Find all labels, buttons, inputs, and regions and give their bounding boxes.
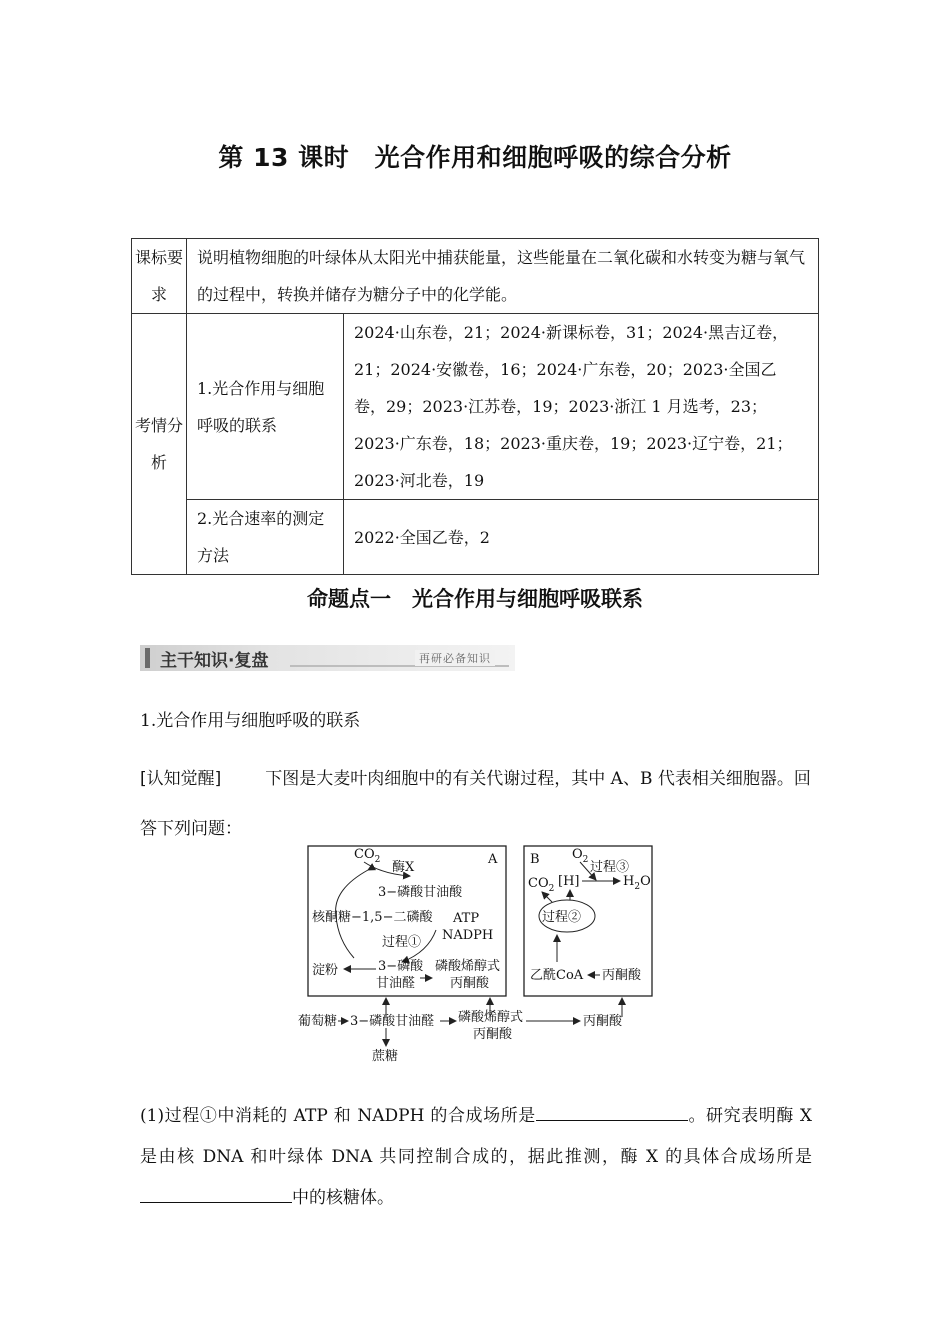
analysis-topic-1: 1.光合作用与细胞呼吸的联系 (187, 314, 344, 500)
label-b: B (530, 852, 540, 867)
g3p-a1: 3−磷酸 (378, 959, 424, 974)
banner-bar (145, 648, 150, 668)
requirement-text: 说明植物细胞的叶绿体从太阳光中捕获能量，这些能量在二氧化碳和水转变为糖与氧气的过程中，转换并储存为糖分子中的化学能。 (187, 239, 819, 314)
question-intro (140, 754, 812, 854)
rubp: 核酮糖−1,5−二磷酸 (312, 910, 433, 925)
glucose: 葡萄糖 (298, 1014, 338, 1029)
requirement-header: 课标要求 (132, 239, 187, 314)
question-tag: [认知觉醒] (140, 769, 222, 789)
page-title: 第 13 课时 光合作用和细胞呼吸的综合分析 (218, 143, 732, 172)
question-1 (140, 1096, 812, 1219)
analysis-topic-2: 2.光合速率的测定方法 (187, 500, 344, 575)
pyruvate-b: 丙酮酸 (602, 968, 642, 983)
process3: 过程③ (590, 860, 630, 875)
pep-a2: 丙酮酸 (450, 976, 490, 991)
pep-a1: 磷酸烯醇式 (435, 959, 501, 974)
pep-b2: 丙酮酸 (473, 1027, 513, 1042)
pep-b1: 磷酸烯醇式 (458, 1010, 524, 1025)
banner-subtitle: 再研必备知识 (415, 650, 495, 666)
q1-part3: 中的核糖体。 (292, 1188, 394, 1208)
section-title: 命题点一 光合作用与细胞呼吸联系 (307, 587, 643, 611)
g3p-a2: 甘油醛 (376, 976, 416, 991)
process1: 过程① (382, 935, 422, 950)
co2-b: $CO_2$ (528, 876, 555, 894)
pga: 3−磷酸甘油酸 (378, 885, 463, 900)
answer-blank-1[interactable] (536, 1102, 688, 1121)
analysis-header: 考情分析 (132, 314, 187, 575)
question-text: 下图是大麦叶肉细胞中的有关代谢过程，其中 A、B 代表相关细胞器。回答下列问题： (140, 769, 811, 839)
co2-a: $CO_2$ (354, 847, 381, 865)
atp-label: ATP (453, 911, 480, 926)
analysis-refs-1: 2024·山东卷，21；2024·新课标卷，31；2024·黑吉辽卷，21；2024·安徽卷，16；2024·广东卷，20；2023·全国乙卷，29；2023·江苏卷，19；2023·浙江 1 月选考，23；2023·广东卷，18；2023·重庆卷，19；2023·辽宁卷，21；2023·河北卷，19 (344, 314, 819, 500)
pyruvate-bottom: 丙酮酸 (583, 1014, 623, 1029)
nadph-label: NADPH (442, 928, 494, 943)
answer-blank-2[interactable] (140, 1184, 292, 1203)
g3p-full: 3−磷酸甘油醛 (350, 1014, 435, 1029)
metabolism-diagram (290, 840, 660, 1070)
acetyl-coa: 乙酰CoA (530, 968, 584, 983)
starch: 淀粉 (312, 963, 339, 978)
course-info-table (131, 238, 819, 575)
h-label: [H] (558, 874, 580, 889)
banner-label: 主干知识·复盘 (160, 651, 269, 671)
sucrose: 蔗糖 (372, 1049, 399, 1064)
q1-part1: (1)过程①中消耗的 ATP 和 NADPH 的合成场所是 (140, 1106, 536, 1126)
o2-label: $O_2$ (572, 847, 589, 865)
knowledge-banner (140, 645, 515, 671)
enzyme-x: 酶X (392, 860, 415, 875)
point-heading: 1.光合作用与细胞呼吸的联系 (140, 711, 361, 731)
label-a: A (488, 852, 498, 867)
process2: 过程② (542, 910, 582, 925)
h2o-label: $H_2O$ (623, 874, 651, 892)
q1-part2: 。研究表明酶 X 是由核 DNA 和叶绿体 DNA 共同控制合成的，据此推测，酶 X 的具体合成场所是 (140, 1106, 812, 1167)
analysis-refs-2: 2022·全国乙卷，2 (344, 500, 819, 575)
